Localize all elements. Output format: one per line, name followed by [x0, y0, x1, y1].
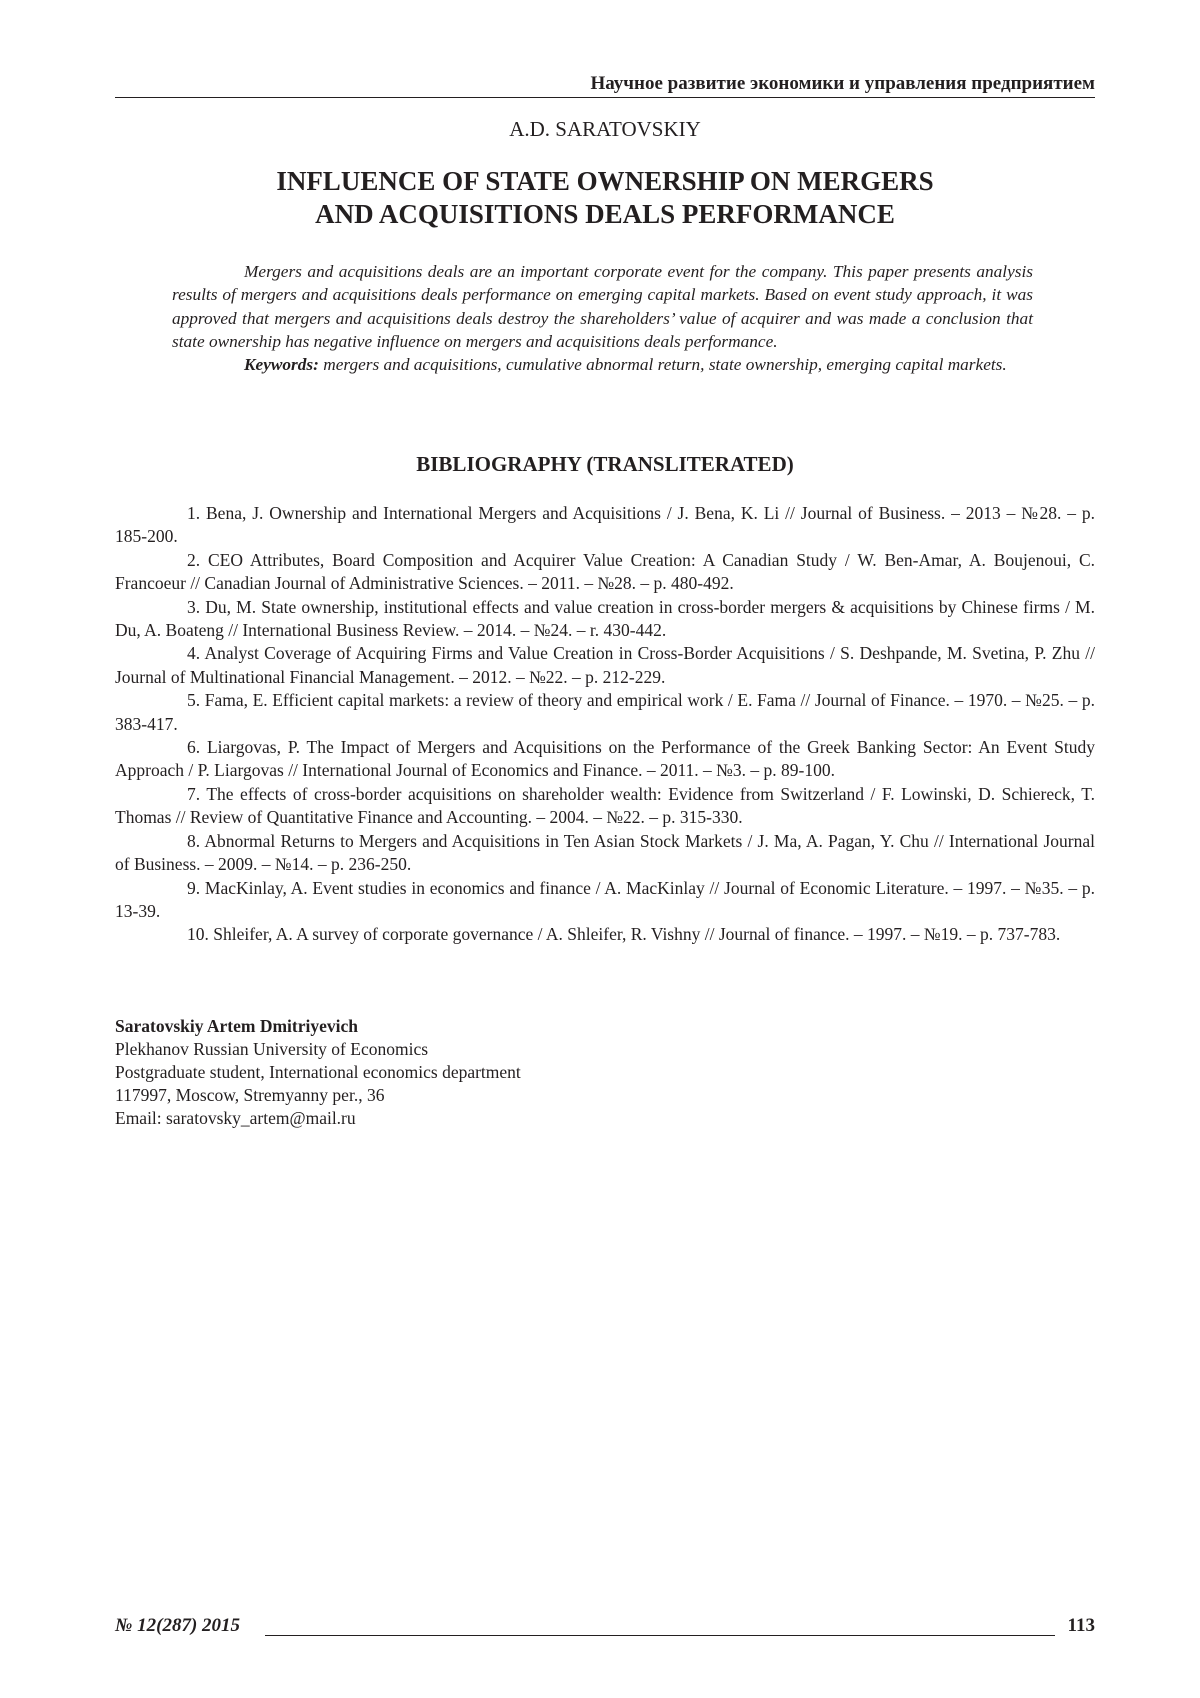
bibliography-item: 6. Liargovas, P. The Impact of Mergers and Acquisitions on the Performance of the Greek Banking Sector: An Event Study Approach / P. Liargovas // International Journal of Economics and Finance. – 2011. – №3. – p. 89-100.: [115, 737, 1095, 781]
bibliography-heading: BIBLIOGRAPHY (TRANSLITERATED): [416, 452, 794, 476]
running-title: Научное развитие экономики и управления предприятием: [590, 73, 1095, 94]
article-title: [115, 165, 1095, 231]
header-rule: [115, 97, 1095, 98]
keywords-label: Keywords:: [244, 355, 319, 375]
author-info: [115, 1015, 815, 1130]
keywords: [172, 353, 1033, 376]
abstract-text: Mergers and acquisitions deals are an important corporate event for the company. This paper presents analysis results of mergers and acquisitions deals performance on emerging capital markets. Based on event study approach, it was approved that mergers and acquisitions deals destroy the shareholders’ value of acquirer and was made a conclusion that state ownership has negative influence on mergers and acquisitions deals performance.: [172, 262, 1033, 351]
title-line-2: AND ACQUISITIONS DEALS PERFORMANCE: [315, 199, 895, 229]
bibliography-item: 4. Analyst Coverage of Acquiring Firms and Value Creation in Cross-Border Acquisitions / S. Deshpande, M. Svetina, P. Zhu // Journal of Multinational Financial Management. – 2012. – №22. – p. 212-229.: [115, 643, 1095, 687]
bibliography-item: 5. Fama, E. Efficient capital markets: a review of theory and empirical work / E. Fama // Journal of Finance. – 1970. – №25. – p. 383-417.: [115, 690, 1095, 734]
author-address: 117997, Moscow, Stremyanny per., 36: [115, 1085, 385, 1105]
bibliography-item: 2. CEO Attributes, Board Composition and Acquirer Value Creation: A Canadian Study / W. Ben-Amar, A. Boujenoui, C. Francoeur // Canadian Journal of Administrative Sciences. – 2011. – №28. – p. 480-492.: [115, 549, 1095, 594]
author-name: Saratovskiy Artem Dmitriyevich: [115, 1016, 359, 1036]
bibliography-list: [115, 502, 1095, 947]
bibliography-item: 10. Shleifer, A. A survey of corporate governance / A. Shleifer, R. Vishny // Journal of finance. – 1997. – №19. – p. 737-783.: [187, 924, 1061, 945]
author-email[interactable]: Email: saratovsky_artem@mail.ru: [115, 1108, 356, 1128]
abstract: [172, 260, 1033, 376]
author-affiliation: Plekhanov Russian University of Economics: [115, 1039, 429, 1059]
keywords-text: mergers and acquisitions, cumulative abnormal return, state ownership, emerging capital markets.: [323, 355, 1007, 375]
bibliography-item: 1. Bena, J. Ownership and International Mergers and Acquisitions / J. Bena, K. Li // Journal of Business. – 2013 – №28. – p. 185-200.: [115, 503, 1095, 547]
page-number: 113: [1067, 1615, 1095, 1636]
title-line-1: INFLUENCE OF STATE OWNERSHIP ON MERGERS: [276, 166, 934, 196]
page-footer: [115, 1614, 1095, 1640]
bibliography-item: 7. The effects of cross-border acquisitions on shareholder wealth: Evidence from Switzerland / F. Lowinski, D. Schiereck, T. Thomas // Review of Quantitative Finance and Accounting. – 2004. – №22. – p. 315-330.: [115, 783, 1095, 828]
article-author: A.D. SARATOVSKIY: [509, 117, 701, 141]
footer-rule: [265, 1635, 1055, 1636]
author-position: Postgraduate student, International economics department: [115, 1062, 521, 1082]
bibliography-item: 8. Abnormal Returns to Mergers and Acquisitions in Ten Asian Stock Markets / J. Ma, A. Pagan, Y. Chu // International Journal of Business. – 2009. – №14. – p. 236-250.: [115, 830, 1095, 875]
bibliography-item: 3. Du, M. State ownership, institutional effects and value creation in cross-border mergers & acquisitions by Chinese firms / M. Du, A. Boateng // International Business Review. – 2014. – №24. – r. 430-442.: [115, 596, 1095, 641]
issue-number: № 12(287) 2015: [115, 1615, 241, 1636]
bibliography-item: 9. MacKinlay, A. Event studies in economics and finance / A. MacKinlay // Journal of Economic Literature. – 1997. – №35. – p. 13-39.: [115, 877, 1095, 921]
